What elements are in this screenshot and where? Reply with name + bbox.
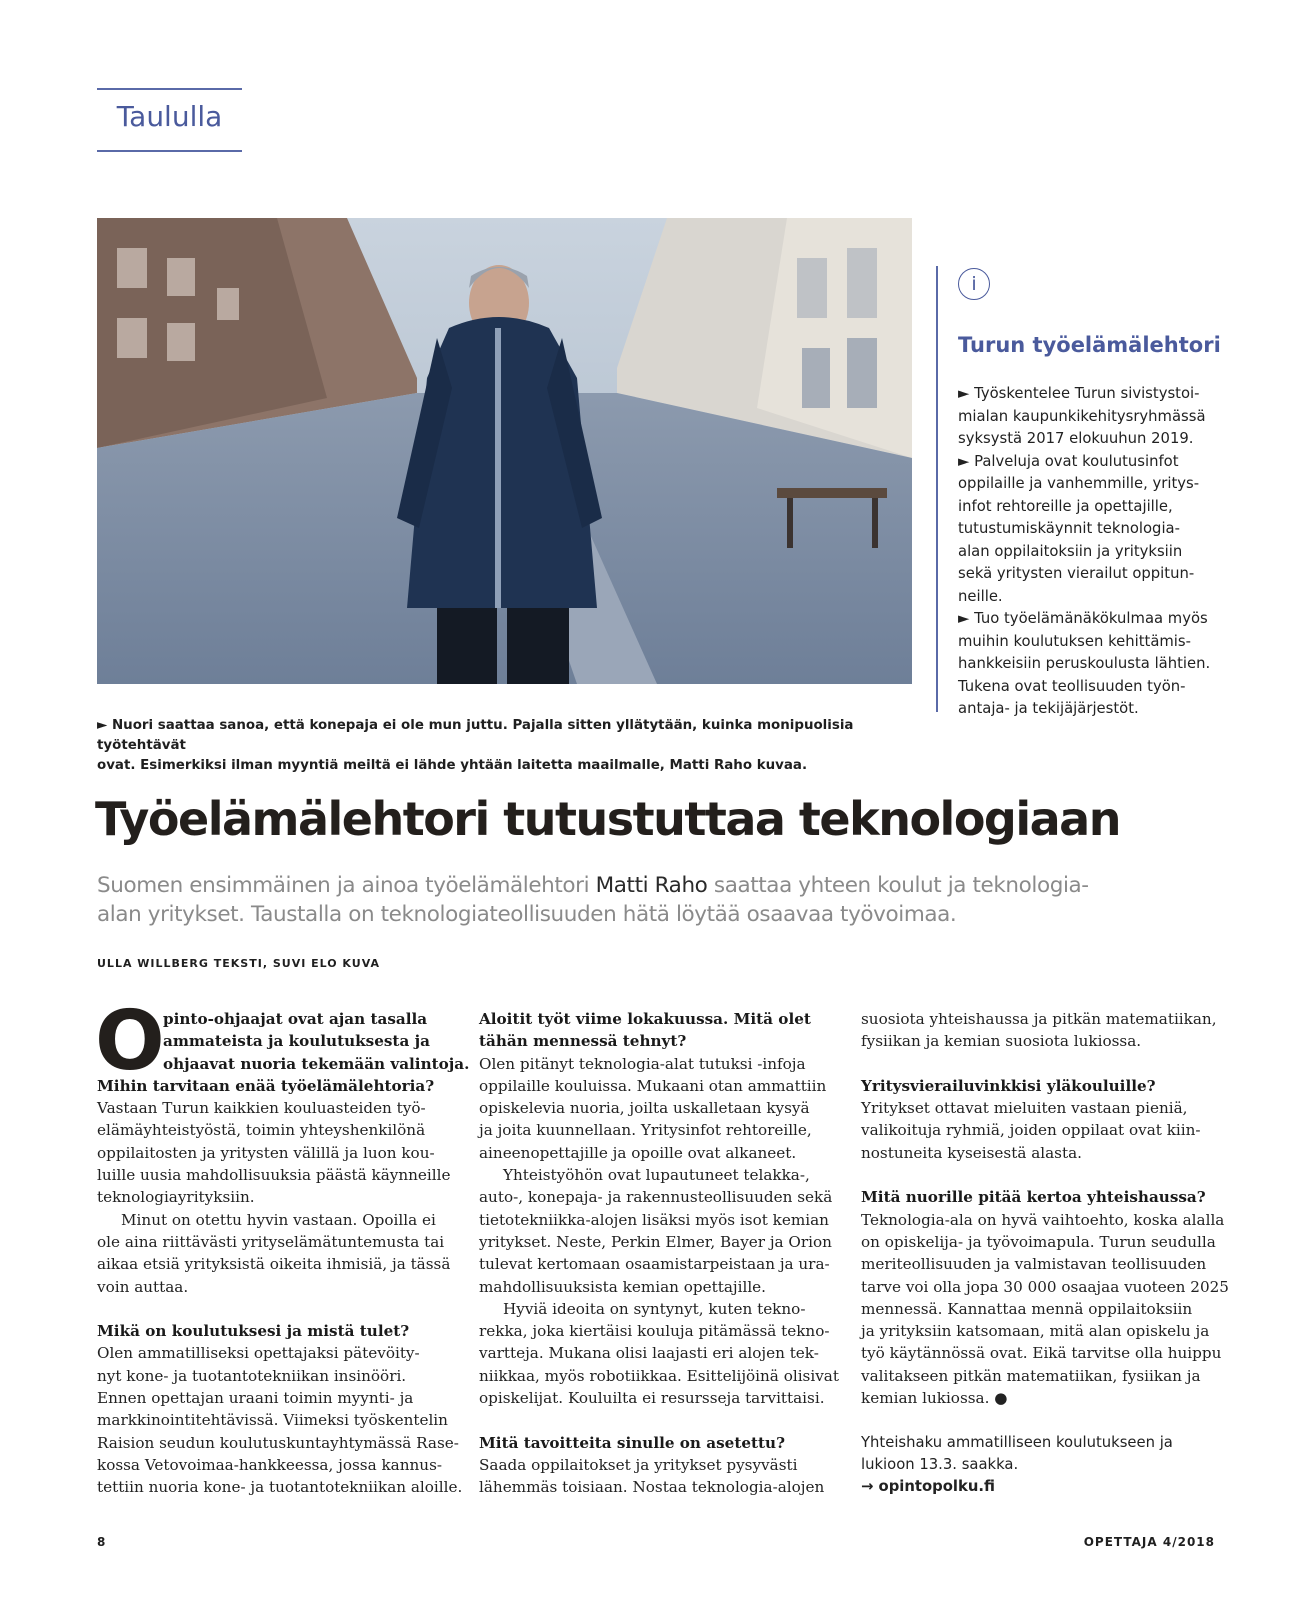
opintopolku-link[interactable]: → opintopolku.fi — [861, 1478, 995, 1496]
caption-line: ovat. Esimerkiksi ilman myyntiä meiltä ei lähde yhtään laitetta maailmalle, Matti Raho kuvaa. — [97, 758, 808, 773]
body-line: lähemmäs toisiaan. Nostaa teknologia-alojen — [479, 1478, 825, 1497]
body-line: Yhteistyöhön ovat lupautuneet telakka-, — [503, 1166, 810, 1185]
body-line: Saada oppilaitokset ja yritykset pysyvästi — [479, 1455, 798, 1474]
body-line: Olen ammatilliseksi opettajaksi pätevöity- — [97, 1344, 420, 1363]
body-line: kossa Vetovoimaa-hankkeessa, jossa kannus- — [97, 1455, 442, 1474]
body-line: rekka, joka kiertäisi kouluja pitämässä tekno- — [479, 1322, 830, 1341]
caption-line: ► Nuori saattaa sanoa, että konepaja ei ole mun juttu. Pajalla sitten yllätytään, kuinka monipuolisia työtehtävät — [97, 718, 854, 753]
info-line: hankkeisiin peruskoulusta lähtien. — [958, 655, 1211, 672]
info-title: Turun työelämälehtori — [958, 333, 1221, 357]
body-line: työ käytännössä ovat. Eikä tarvitse olla huippu — [861, 1344, 1222, 1363]
info-line: alan oppilaitoksiin ja yrityksiin — [958, 542, 1183, 560]
paragraph-gap — [479, 1409, 844, 1431]
body-line: oppilaitosten ja yritysten välillä ja luon kou- — [97, 1143, 435, 1162]
info-line: mialan kaupunkikehitysryhmässä — [958, 407, 1206, 425]
body-line: opiskelijat. Kouluilta ei resursseja tarvittaisi. — [479, 1389, 825, 1408]
question: Yritysvierailuvinkkisi yläkouluille? — [861, 1076, 1156, 1095]
lead-line — [97, 871, 1097, 900]
body-line: Yritykset ottavat mieluiten vastaan pieniä, — [861, 1099, 1188, 1118]
body-line: luille uusia mahdollisuuksia päästä käynneille — [97, 1166, 451, 1185]
body-line: ja joita kuunnellaan. Yritysinfot rehtoreille, — [479, 1121, 812, 1140]
body-line: mennessä. Kannattaa mennä oppilaitoksiin — [861, 1299, 1193, 1318]
body-line: Teknologia-ala on hyvä vaihtoehto, koska alalla — [861, 1210, 1225, 1229]
note-line: lukioon 13.3. saakka. — [861, 1455, 1019, 1473]
body-line: vartteja. Mukana olisi laajasti eri alojen tek- — [479, 1344, 819, 1363]
info-line: oppilaille ja vanhemmille, yritys- — [958, 475, 1200, 492]
body-line: voin auttaa. — [97, 1277, 189, 1296]
body-line-end: kemian lukiossa. ● — [861, 1389, 1008, 1408]
body-line: meriteollisuuden ja valmistavan teollisuuden — [861, 1255, 1207, 1274]
body-line: teknologiayrityksiin. — [97, 1188, 255, 1207]
article-headline: Työelämälehtori tutustuttaa teknologiaan — [95, 792, 1120, 846]
body-line: tettiin nuoria kone- ja tuotantotekniikan aloille. — [97, 1478, 463, 1497]
lead-text: Suomen ensimmäinen ja ainoa työelämälehtori — [97, 873, 596, 898]
section-rule-top — [97, 88, 242, 90]
body-line: fysiikan ja kemian suosiota lukiossa. — [861, 1032, 1142, 1051]
info-line: Tukena ovat teollisuuden työn- — [958, 677, 1186, 695]
body-line: auto-, konepaja- ja rakennusteollisuuden sekä — [479, 1188, 833, 1207]
info-line: syksystä 2017 elokuuhun 2019. — [958, 430, 1194, 447]
body-line: elämäyhteistyöstä, toimin yhteyshenkilönä — [97, 1121, 426, 1140]
lead-text: saattaa yhteen koulut ja teknologia- — [707, 873, 1089, 898]
question: Mitä nuorille pitää kertoa yhteishaussa? — [861, 1188, 1206, 1207]
info-line: sekä yritysten vierailut oppitun- — [958, 565, 1195, 582]
body-line: tarve voi olla jopa 30 000 osaajaa vuoteen 2025 — [861, 1277, 1229, 1296]
paragraph-gap — [861, 1053, 1226, 1075]
paragraph-gap — [861, 1409, 1226, 1431]
info-text — [958, 383, 1233, 721]
article-photo — [97, 218, 912, 684]
body-line: markkinointitehtävissä. Viimeksi työskentelin — [97, 1411, 448, 1430]
body-line: ole aina riittävästi yrityselämätuntemusta tai — [97, 1232, 445, 1251]
body-line: tietotekniikka-alojen lisäksi myös isot kemian — [479, 1210, 829, 1229]
info-line: neille. — [958, 587, 1003, 605]
info-line: ► Palveluja ovat koulutusinfot — [958, 452, 1179, 470]
body-line: nostuneita kyseisestä alasta. — [861, 1143, 1082, 1162]
paragraph-gap — [861, 1164, 1226, 1186]
body-line: valitakseen pitkän matematiikan, fysiikan ja — [861, 1366, 1201, 1385]
body-line: aineenopettajille ja opoille ovat alkaneet. — [479, 1143, 797, 1162]
body-column-3 — [861, 1008, 1229, 1499]
info-line: ► Työskentelee Turun sivistystoi- — [958, 385, 1200, 402]
body-line: aikaa etsiä yrityksistä oikeita ihmisiä, ja tässä — [97, 1255, 451, 1274]
body-line: opiskelevia nuoria, joilta uskalletaan kysyä — [479, 1099, 810, 1118]
info-rule — [936, 266, 938, 712]
body-line: nyt kone- ja tuotantotekniikan insinööri. — [97, 1366, 407, 1385]
info-line: antaja- ja tekijäjärjestöt. — [958, 700, 1139, 717]
body-line: Raision seudun koulutuskuntayhtymässä Rase- — [97, 1433, 459, 1452]
body-line: Minut on otettu hyvin vastaan. Opoilla ei — [121, 1210, 436, 1229]
body-line: Hyviä ideoita on syntynyt, kuten tekno- — [503, 1299, 806, 1318]
question: tähän mennessä tehnyt? — [479, 1032, 687, 1051]
body-line: mahdollisuuksista kemian opettajille. — [479, 1277, 766, 1296]
info-line: infot rehtoreille ja opettajille, — [958, 497, 1173, 515]
lead-line: alan yritykset. Taustalla on teknologiateollisuuden hätä löytää osaavaa työvoimaa. — [97, 902, 957, 927]
question: Aloitit työt viime lokakuussa. Mitä olet — [479, 1010, 811, 1028]
body-line: oppilaille kouluissa. Mukaani otan ammattiin — [479, 1076, 827, 1095]
info-line: muihin koulutuksen kehittämis- — [958, 632, 1191, 650]
intro-line: ammateista ja koulutuksesta ja — [163, 1032, 430, 1051]
info-icon: i — [958, 268, 990, 300]
intro-line: pinto-ohjaajat ovat ajan tasalla — [163, 1010, 428, 1028]
body-line: niikkaa, myös robotiikkaa. Esittelijöinä olisivat — [479, 1366, 839, 1385]
body-line: ja yrityksiin katsomaan, mitä alan opiskelu ja — [861, 1322, 1210, 1341]
body-line: Ennen opettajan uraani toimin myynti- ja — [97, 1389, 414, 1408]
drop-cap: O — [95, 994, 165, 1089]
intro-line: ohjaavat nuoria tekemään valintoja. — [163, 1054, 470, 1073]
paragraph-gap — [97, 1298, 462, 1320]
body-line: valikoituja ryhmiä, joiden oppilaat ovat kiin- — [861, 1121, 1201, 1140]
info-line: ► Tuo työelämänäkökulmaa myös — [958, 610, 1208, 627]
body-column-1 — [97, 1008, 470, 1499]
body-line: suosiota yhteishaussa ja pitkän matematiikan, — [861, 1010, 1217, 1028]
question: Mihin tarvitaan enää työelämälehtoria? — [97, 1076, 435, 1095]
body-line: tulevat kertomaan osaamistarpeistaan ja ura- — [479, 1255, 830, 1274]
body-line: on opiskelija- ja työvoimapula. Turun seudulla — [861, 1232, 1216, 1251]
article-lead — [97, 871, 1097, 929]
body-line: Vastaan Turun kaikkien kouluasteiden työ- — [97, 1099, 426, 1118]
question: Mitä tavoitteita sinulle on asetettu? — [479, 1433, 785, 1452]
question: Mikä on koulutuksesi ja mistä tulet? — [97, 1322, 410, 1341]
body-line: yritykset. Neste, Perkin Elmer, Bayer ja Orion — [479, 1232, 832, 1251]
info-line: tutustumiskäynnit teknologia- — [958, 520, 1180, 537]
section-label: Taululla — [116, 100, 223, 133]
note-line: Yhteishaku ammatilliseen koulutukseen ja — [861, 1433, 1173, 1451]
body-line: Olen pitänyt teknologia-alat tutuksi -infoja — [479, 1054, 806, 1073]
section-rule-bottom — [97, 150, 242, 152]
lead-name: Matti Raho — [595, 873, 708, 898]
byline: ULLA WILLBERG TEKSTI, SUVI ELO KUVA — [97, 957, 380, 970]
body-column-2 — [479, 1008, 844, 1499]
publication-name: OPETTAJA 4/2018 — [1083, 1535, 1215, 1549]
photo-caption — [97, 716, 912, 776]
page-number: 8 — [97, 1535, 106, 1549]
